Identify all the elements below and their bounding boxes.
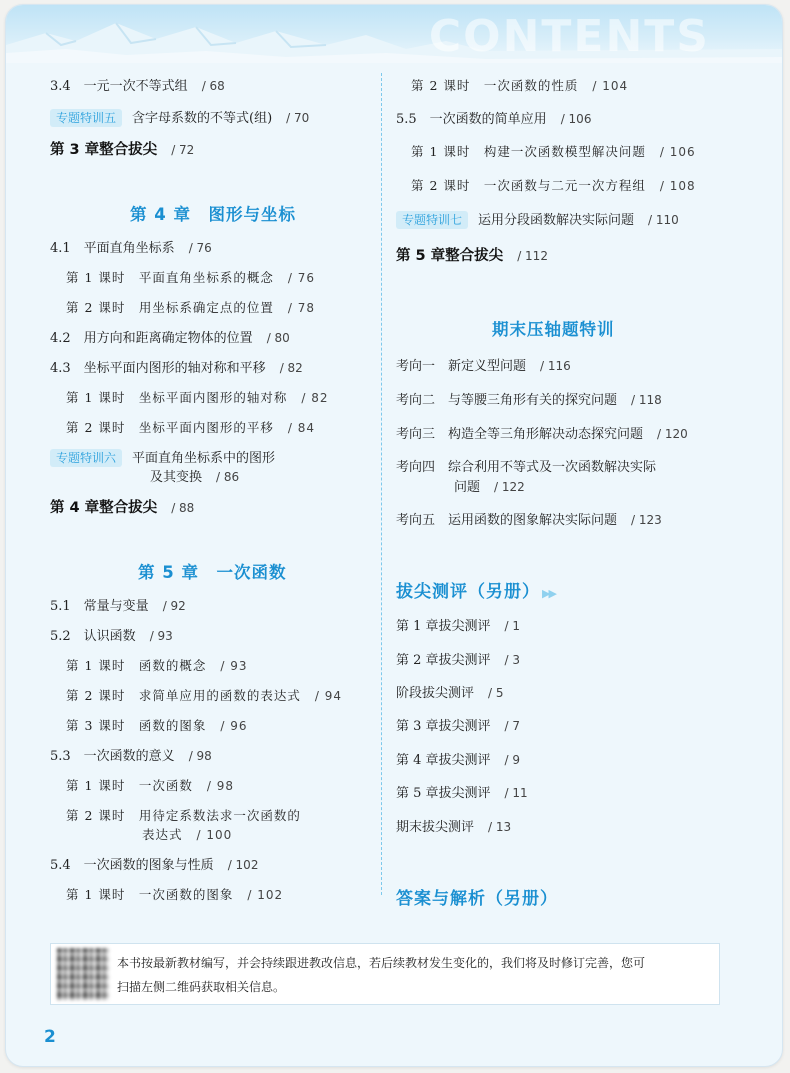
page-ref: / 72 xyxy=(171,143,195,157)
entry-title: 4.3 坐标平面内图形的轴对称和平移 xyxy=(50,361,266,376)
entry-title: 运用分段函数解决实际问题 xyxy=(478,213,635,228)
toc-entry[interactable] xyxy=(66,886,283,904)
page-ref: / 96 xyxy=(220,719,248,733)
page-ref: / 82 xyxy=(301,391,329,405)
toc-entry[interactable] xyxy=(396,617,520,636)
final-exam-training-title[interactable]: 期末压轴题特训 xyxy=(492,320,615,339)
toc-entry-continuation[interactable] xyxy=(142,826,232,844)
entry-title: 考向三 构造全等三角形解决动态探究问题 xyxy=(396,427,644,442)
toc-entry[interactable] xyxy=(396,425,688,444)
entry-title: 第 2 课时 用待定系数法求一次函数的 xyxy=(66,808,301,823)
entry-title: 第 2 课时 用坐标系确定点的位置 xyxy=(66,300,274,315)
contents-watermark: CONTENTS xyxy=(428,11,710,62)
entry-title: 第 3 章整合拔尖 xyxy=(50,142,158,158)
page-ref: / 7 xyxy=(504,719,521,733)
chapter-5-title[interactable]: 第 5 章 一次函数 xyxy=(138,563,287,582)
entry-title: 考向五 运用函数的图象解决实际问题 xyxy=(396,513,618,528)
page-ref: / 102 xyxy=(227,858,259,872)
qr-code-image[interactable] xyxy=(57,948,109,1000)
entry-title: 含字母系数的不等式(组) xyxy=(132,111,273,126)
entry-title: 及其变换 xyxy=(150,470,203,485)
entry-title: 第 5 章拔尖测评 xyxy=(396,786,491,801)
page-ref: / 106 xyxy=(659,145,696,159)
toc-entry[interactable] xyxy=(66,777,234,795)
entry-title: 5.3 一次函数的意义 xyxy=(50,749,175,764)
chapter-4-title[interactable]: 第 4 章 图形与坐标 xyxy=(130,205,296,224)
toc-entry[interactable] xyxy=(396,357,571,376)
toc-entry[interactable] xyxy=(66,807,301,825)
toc-entry[interactable] xyxy=(396,784,528,803)
toc-entry[interactable] xyxy=(50,597,186,616)
toc-entry[interactable] xyxy=(396,818,511,837)
toc-entry-chapter-review[interactable] xyxy=(50,141,194,159)
page-ref: / 86 xyxy=(216,470,240,484)
entry-title: 第 4 章拔尖测评 xyxy=(396,753,491,768)
entry-title: 第 1 课时 构建一次函数模型解决问题 xyxy=(411,144,646,159)
double-arrow-icon: ▶▶ xyxy=(542,587,555,600)
entry-title: 第 3 课时 函数的图象 xyxy=(66,718,207,733)
header-banner xyxy=(6,5,782,63)
entry-title: 阶段拔尖测评 xyxy=(396,686,475,701)
toc-entry[interactable] xyxy=(50,359,303,378)
page-ref: / 123 xyxy=(631,513,662,527)
entry-title: 第 1 课时 一次函数 xyxy=(66,778,193,793)
toc-entry[interactable] xyxy=(50,449,275,468)
page-ref: / 76 xyxy=(287,271,316,285)
toc-entry[interactable] xyxy=(66,299,315,317)
entry-title: 第 2 章拔尖测评 xyxy=(396,653,491,668)
entry-title: 3.4 一元一次不等式组 xyxy=(50,79,188,94)
toc-entry[interactable] xyxy=(66,657,248,675)
toc-page xyxy=(5,4,783,1067)
page-ref: / 116 xyxy=(540,359,571,373)
entry-title: 第 2 课时 一次函数与二元一次方程组 xyxy=(411,178,646,193)
toc-entry[interactable] xyxy=(396,651,520,670)
toc-entry[interactable] xyxy=(50,329,290,348)
toc-entry-continuation[interactable] xyxy=(454,478,525,497)
page-ref: / 110 xyxy=(648,213,679,227)
toc-entry[interactable] xyxy=(396,717,520,736)
toc-entry[interactable] xyxy=(50,856,258,875)
page-ref: / 82 xyxy=(279,361,303,375)
page-ref: / 98 xyxy=(206,779,235,793)
page-ref: / 92 xyxy=(162,599,186,613)
toc-entry[interactable] xyxy=(50,627,173,646)
column-divider xyxy=(381,73,382,895)
toc-entry[interactable] xyxy=(50,747,212,766)
page-ref: / 102 xyxy=(247,888,284,902)
page-ref: / 100 xyxy=(196,828,233,842)
entry-title: 第 1 课时 函数的概念 xyxy=(66,658,207,673)
notice-box xyxy=(50,943,720,1005)
answers-title[interactable]: 答案与解析（另册） xyxy=(396,889,558,909)
toc-entry-chapter-review[interactable] xyxy=(50,499,194,517)
entry-title: 第 3 章拔尖测评 xyxy=(396,719,491,734)
entry-title: 第 1 课时 坐标平面内图形的轴对称 xyxy=(66,390,288,405)
entry-title: 第 1 章拔尖测评 xyxy=(396,619,491,634)
entry-title: 平面直角坐标系中的图形 xyxy=(132,451,276,466)
entry-title: 考向二 与等腰三角形有关的探究问题 xyxy=(396,393,618,408)
toc-entry[interactable] xyxy=(411,77,628,95)
top-tests-label: 拔尖测评（另册） xyxy=(396,582,540,602)
toc-entry[interactable] xyxy=(66,717,248,735)
special-training-badge: 专题特训五 xyxy=(50,109,122,127)
entry-title: 5.4 一次函数的图象与性质 xyxy=(50,858,214,873)
toc-entry[interactable] xyxy=(396,751,520,770)
page-ref: / 122 xyxy=(494,480,525,494)
notice-text xyxy=(117,951,715,999)
page-ref: / 88 xyxy=(171,501,195,515)
page-ref: / 78 xyxy=(287,301,316,315)
page-ref: / 98 xyxy=(188,749,212,763)
entry-title: 第 5 章整合拔尖 xyxy=(396,248,504,264)
entry-title: 5.5 一次函数的简单应用 xyxy=(396,112,547,127)
entry-title: 4.1 平面直角坐标系 xyxy=(50,241,175,256)
toc-entry-chapter-review[interactable] xyxy=(396,247,548,265)
toc-entry-continuation[interactable] xyxy=(150,468,239,487)
toc-entry[interactable] xyxy=(396,211,679,230)
page-ref: / 3 xyxy=(504,653,521,667)
entry-title: 问题 xyxy=(454,480,481,495)
page-ref: / 112 xyxy=(517,249,548,263)
page-ref: / 84 xyxy=(287,421,316,435)
page-ref: / 104 xyxy=(592,79,629,93)
entry-title: 第 2 课时 求简单应用的函数的表达式 xyxy=(66,688,301,703)
toc-entry[interactable] xyxy=(50,239,212,258)
entry-title: 第 4 章整合拔尖 xyxy=(50,500,158,516)
page-ref: / 9 xyxy=(504,753,521,767)
page-ref: / 68 xyxy=(201,79,225,93)
toc-entry[interactable] xyxy=(396,110,591,129)
page-ref: / 93 xyxy=(149,629,173,643)
toc-entry[interactable] xyxy=(411,177,696,195)
page-ref: / 118 xyxy=(631,393,662,407)
entry-title: 第 2 课时 坐标平面内图形的平移 xyxy=(66,420,274,435)
page-ref: / 76 xyxy=(188,241,212,255)
toc-entry[interactable] xyxy=(66,389,329,407)
entry-title: 5.1 常量与变量 xyxy=(50,599,149,614)
page-ref: / 11 xyxy=(504,786,528,800)
page-ref: / 5 xyxy=(488,686,504,700)
page-ref: / 80 xyxy=(266,331,290,345)
page-ref: / 106 xyxy=(560,112,592,126)
toc-entry[interactable] xyxy=(396,511,662,530)
page-ref: / 94 xyxy=(314,689,343,703)
entry-title: 第 1 课时 一次函数的图象 xyxy=(66,887,234,902)
page-ref: / 108 xyxy=(659,179,696,193)
entry-title: 4.2 用方向和距离确定物体的位置 xyxy=(50,331,253,346)
top-tests-title[interactable] xyxy=(396,577,555,602)
entry-title: 5.2 认识函数 xyxy=(50,629,136,644)
page-ref: / 120 xyxy=(657,427,688,441)
entry-title: 第 1 课时 平面直角坐标系的概念 xyxy=(66,270,274,285)
entry-title: 期末拔尖测评 xyxy=(396,820,475,835)
toc-entry[interactable] xyxy=(50,109,309,128)
entry-title: 表达式 xyxy=(142,827,183,842)
page-ref: / 13 xyxy=(488,820,512,834)
page-ref: / 93 xyxy=(220,659,248,673)
toc-entry[interactable] xyxy=(396,391,662,410)
toc-entry[interactable] xyxy=(411,143,696,161)
entry-title: 考向一 新定义型问题 xyxy=(396,359,527,374)
page-number: 2 xyxy=(44,1027,56,1047)
page-ref: / 1 xyxy=(504,619,521,633)
notice-line: 本书按最新教材编写，并会持续跟进教改信息，若后续教材发生变化的，我们将及时修订完善，您可 xyxy=(117,956,646,970)
entry-title: 考向四 综合利用不等式及一次函数解决实际 xyxy=(396,460,657,475)
toc-entry[interactable] xyxy=(50,77,225,96)
special-training-badge: 专题特训六 xyxy=(50,449,122,467)
toc-entry[interactable] xyxy=(66,419,315,437)
toc-entry[interactable] xyxy=(66,687,342,705)
toc-entry[interactable] xyxy=(396,459,656,477)
page-ref: / 70 xyxy=(286,111,310,125)
toc-entry[interactable] xyxy=(66,269,315,287)
notice-line: 扫描左侧二维码获取相关信息。 xyxy=(117,980,286,994)
toc-entry[interactable] xyxy=(396,684,504,703)
special-training-badge: 专题特训七 xyxy=(396,211,468,229)
entry-title: 第 2 课时 一次函数的性质 xyxy=(411,78,579,93)
